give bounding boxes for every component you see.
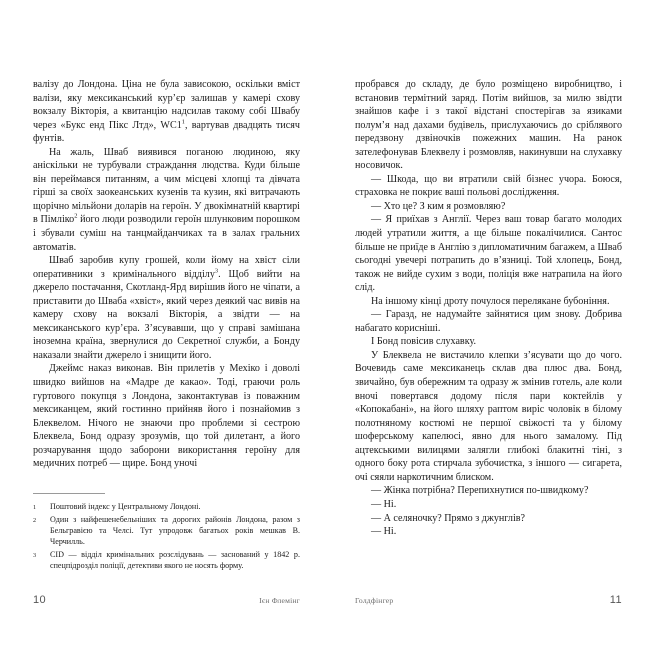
footnote-number: 3 bbox=[33, 551, 37, 559]
footnote-number: 2 bbox=[33, 516, 37, 524]
footnote-list bbox=[33, 501, 300, 571]
footnote-separator-rule bbox=[33, 493, 105, 494]
running-head-author: Ієн Флемінг bbox=[259, 596, 300, 605]
body-text-left bbox=[33, 78, 300, 471]
page-right bbox=[325, 0, 650, 650]
footnote-number: 1 bbox=[33, 503, 37, 511]
body-paragraph: — А селяночку? Прямо з джунглів? bbox=[371, 512, 525, 524]
footnote-text: Один з найфешенебельніших та дорогих районів Лондона, разом з Бельгравією та Челсі. Тут упродовж багатьох років мешкав В. Черчилль. bbox=[50, 514, 300, 547]
body-paragraph: — Я приїхав з Англії. Через ваш товар багато молодих людей утратили життя, а ще більше покалічилися. Сантос більше не приїде в Англію з дипломатичним багажем, а Шваб сьогодні увечері потрапить до в’язниці. Той хлопець, Бонд, також не вийде сухим з води, поліція вже натрапила на його слід. bbox=[355, 214, 622, 294]
footnote-item bbox=[33, 514, 300, 548]
body-paragraph: — Ні. bbox=[371, 526, 397, 538]
body-text-right bbox=[355, 78, 622, 539]
body-paragraph: На жаль, Шваб виявився поганою людиною, яку аніскільки не турбували страждання людства. Куди більше він переймався питанням, а чим місцеві хлопці та дівчата гірші за своїх заокеанських кузенів та кузин, які витрачають щорічно мільйони доларів на героїн. У двокімнатній квартирі в Пімліко$^2$ його люди розводили героїн шлунковим порошком і збували суміш на танцмайданчиках та в залах гральних автоматів. bbox=[33, 146, 300, 253]
body-paragraph: — Ні. bbox=[371, 498, 397, 510]
body-paragraph: пробрався до складу, де було розміщено виробництво, і встановив термітний заряд. Потім вийшов, за милю звідти знайшов кафе і з такої відстані спостерігав за язиками полум’я над дахами будівель, прислухаючись до сріблявого передзвону дзвіночків пожежних машин. На ранок зателефонував Блеквелу і розмовляв, накинувши на слухавку носовичок. bbox=[355, 79, 622, 172]
folio-number: 10 bbox=[33, 594, 47, 606]
running-head-title: Голдфінгер bbox=[355, 596, 394, 605]
body-paragraph: На іншому кінці дроту почулося перелякане бубоніння. bbox=[371, 295, 610, 307]
body-paragraph: валізу до Лондона. Ціна не була зависокою, оскільки вміст валізи, яку мексиканський кур’єр залишав у камері схову вокзалу Вікторія, а квитанцію надсилав такому собі Швабу через «Букс енд Пікс Лтд», WC1$^1$, вартував двадцять тисяч фунтів. bbox=[33, 79, 300, 145]
body-paragraph: — Шкода, що ви втратили свій бізнес учора. Боюся, страховка не покриє ваші польові дослідження. bbox=[355, 173, 622, 199]
footnote-marker[interactable]: 3 bbox=[214, 267, 219, 275]
footnote-item bbox=[33, 549, 300, 571]
page-footer-right bbox=[355, 594, 622, 606]
body-paragraph: — Гаразд, не надумайте зайнятися цим знову. Добрива набагато корисніші. bbox=[355, 309, 622, 334]
folio-number: 11 bbox=[609, 594, 622, 606]
footnote-marker[interactable]: 2 bbox=[74, 213, 78, 221]
footnote-item bbox=[33, 501, 300, 513]
footnote-section bbox=[33, 493, 300, 572]
body-paragraph: І Бонд повісив слухавку. bbox=[371, 336, 477, 348]
body-paragraph: У Блеквела не вистачило клепки з’ясувати що до чого. Вочевидь саме мексиканець склав два плюс два. Бонд, звичайно, був обережним та одразу ж змінив готель, але коли вночі повертався додому після пари коктейлів у «Копокабані», на його шляху раптом виріс чоловік в білому полотняному костюмі не першої свіжості та у білому шоферському капелюсі, явно для нього замалому. Під ацтекськими вилицями залягли глибокі блакитні тіні, з одного боку рота стирчала зубочистка, з іншого — сигарета, очі сяяли наркотичним блиском. bbox=[355, 349, 622, 483]
page-footer-left bbox=[33, 594, 300, 606]
footnote-text: CID — відділ кримінальних розслідувань — заснований у 1842 р. спецпідрозділ поліції, детективи якого не носять форму. bbox=[50, 549, 300, 570]
body-paragraph: Шваб заробив купу грошей, коли йому на хвіст сіли оперативники з кримінального відділу$^3$. Щоб вийти на джерело постачання, Скотланд-Ярд вирішив його не чіпати, а приставити до Шваба «хвіст», який через деякий час вивів на камеру схову на вокзалі Вікторія, а звідти — на мексиканського кур’єра. З’ясувавши, що у справі замішана іноземна країна, звернулися до Секретної служби, а Бонду наказали знайти джерело і знищити його. bbox=[33, 255, 300, 361]
body-paragraph: Джеймс наказ виконав. Він прилетів у Мехіко і доволі швидко вийшов на «Мадре де какао». Тоді, граючи роль гуртового покупця з Лондона, законтактував із поважним мексиканцем, який гостинно прийняв його і познайомив з Блеквелом. Нічого не знаючи про проблеми зі сестрою Блеквела, Бонд одразу зрозумів, що той дилетант, а його розчарування щодо заборони використання героїну для медичних потреб — щире. Бонд уночі bbox=[33, 363, 300, 470]
body-paragraph: — Жінка потрібна? Перепихнутися по-швидкому? bbox=[371, 485, 589, 497]
body-paragraph: — Хто це? З ким я розмовляю? bbox=[371, 200, 506, 212]
footnote-text: Поштовий індекс у Центральному Лондоні. bbox=[50, 501, 201, 511]
footnote-marker[interactable]: 1 bbox=[181, 118, 185, 126]
